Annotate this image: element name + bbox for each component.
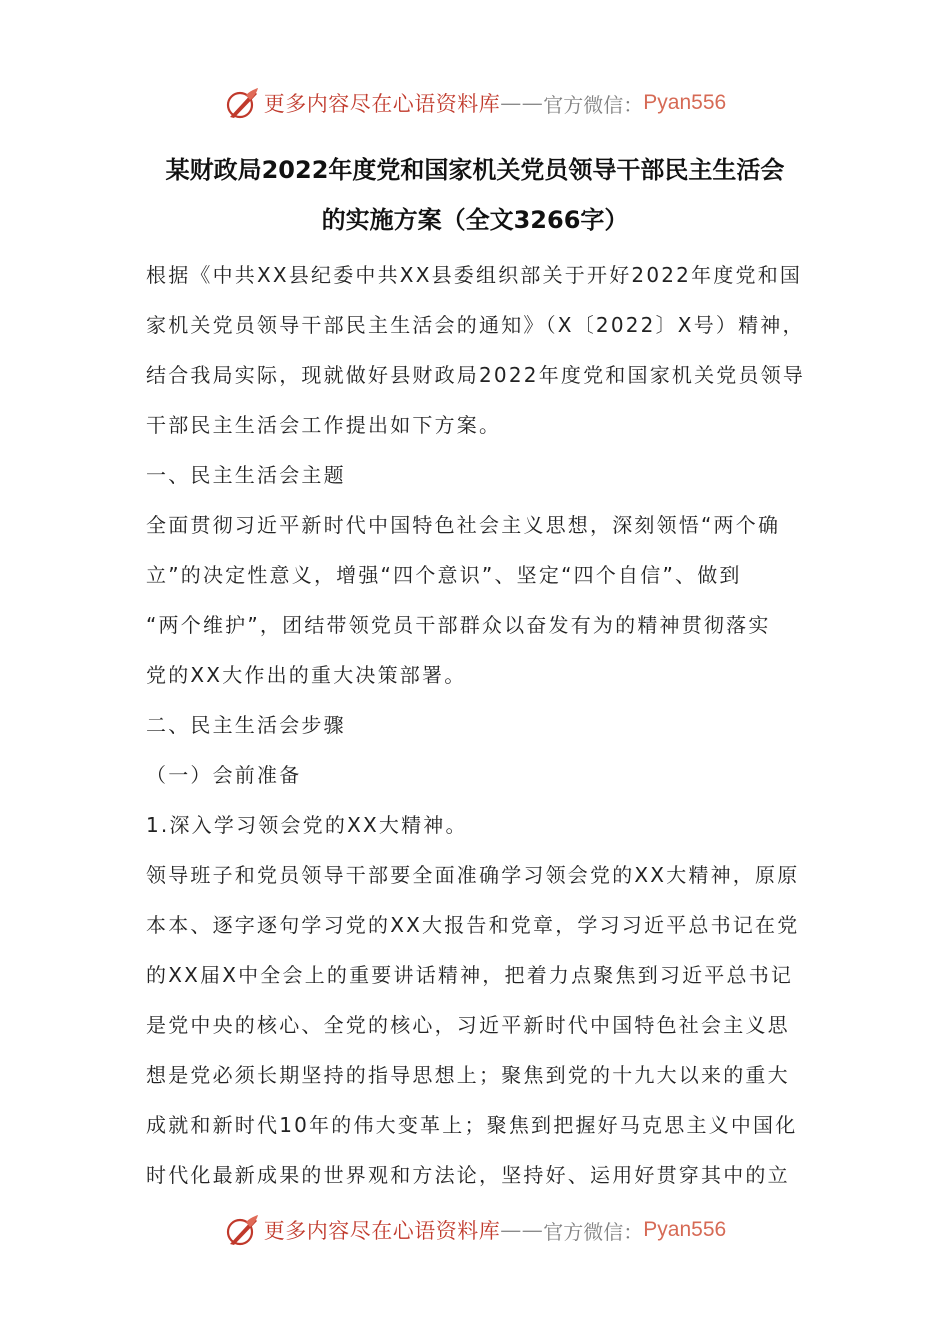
body-line: 干部民主生活会工作提出如下方案。 [146,413,502,437]
body-line: 的XX届X中全会上的重要讲话精神，把着力点聚焦到习近平总书记 [146,963,794,987]
footer-banner [0,1210,950,1250]
banner-wechat-id: Pyan556 [643,1218,727,1241]
banner-wechat-label: 官方微信： [543,1219,644,1244]
body-line: 想是党必须长期坚持的指导思想上；聚焦到党的十九大以来的重大 [146,1063,790,1087]
body-line: 成就和新时代10年的伟大变革上；聚焦到把握好马克思主义中国化 [146,1113,798,1137]
body-line: 家机关党员领导干部民主生活会的通知》（X〔2022〕X号）精神， [146,313,805,337]
body-line: 立”的决定性意义，增强“四个意识”、坚定“四个自信”、做到 [146,563,742,587]
body-line: 党的XX大作出的重大决策部署。 [146,663,467,687]
body-line: 结合我局实际，现就做好县财政局2022年度党和国家机关党员领导 [146,363,806,387]
quill-logo-icon [224,85,260,121]
banner-slogan: 更多内容尽在心语资料库 [263,1219,501,1243]
body-line: “两个维护”，团结带领党员干部群众以奋发有为的精神贯彻落实 [146,613,771,637]
banner-slogan: 更多内容尽在心语资料库 [263,92,501,116]
body-line: 本本、逐字逐句学习党的XX大报告和党章，学习习近平总书记在党 [146,913,800,937]
header-banner [0,83,950,123]
body-line: 时代化最新成果的世界观和方法论，坚持好、运用好贯穿其中的立 [146,1163,790,1187]
document-title-line-1: 某财政局2022年度党和国家机关党员领导干部民主生活会 [165,156,785,184]
quill-logo-icon [224,1212,260,1248]
section-heading: 二、民主生活会步骤 [146,713,346,737]
body-line: 根据《中共XX县纪委中共XX县委组织部关于开好2022年度党和国 [146,263,803,287]
banner-wechat-id: Pyan556 [643,91,727,114]
banner-wechat-label: 官方微信： [543,92,644,117]
subsection-heading: （一）会前准备 [146,763,302,787]
item-heading: 1.深入学习领会党的XX大精神。 [146,813,468,837]
document-body [146,250,806,1200]
banner-dash: —— [500,91,544,115]
document-title-line-2: 的实施方案（全文3266字） [321,206,629,234]
banner-dash: —— [500,1218,544,1242]
body-line: 全面贯彻习近平新时代中国特色社会主义思想，深刻领悟“两个确 [146,513,781,537]
body-line: 是党中央的核心、全党的核心，习近平新时代中国特色社会主义思 [146,1013,790,1037]
body-line: 领导班子和党员领导干部要全面准确学习领会党的XX大精神，原原 [146,863,800,887]
section-heading: 一、民主生活会主题 [146,463,346,487]
